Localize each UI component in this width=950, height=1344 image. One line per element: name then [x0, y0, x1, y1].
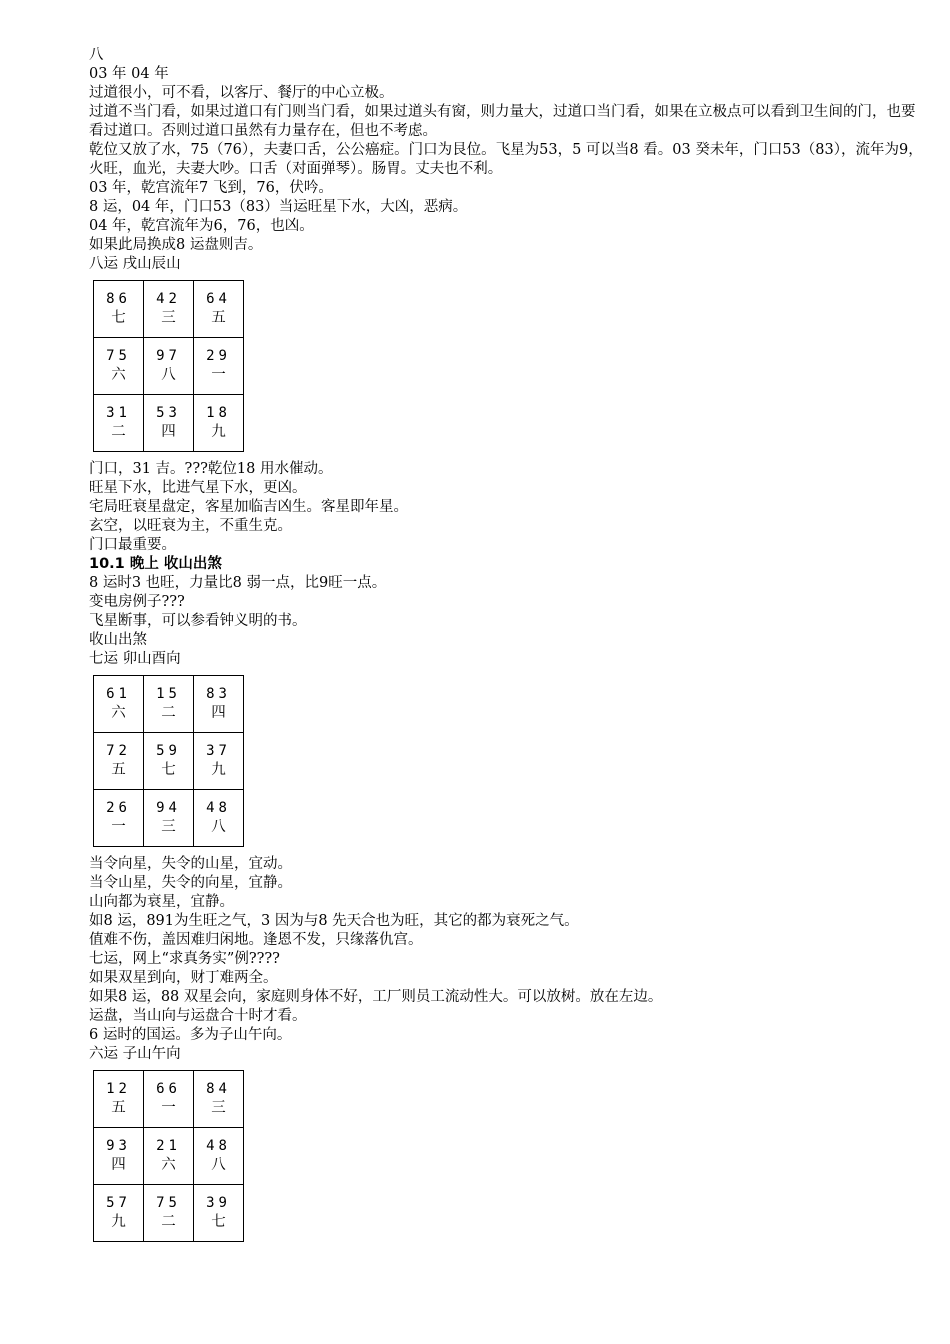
star-pair: 59 — [156, 743, 181, 759]
base-star: 九 — [111, 1214, 126, 1230]
text-line: 如果此局换成8 运盘则吉。 — [89, 237, 263, 253]
text-line: 山向都为衰星，宜静。 — [89, 894, 234, 910]
grid-cell — [194, 395, 244, 452]
star-pair: 26 — [106, 800, 131, 816]
grid-cell — [194, 733, 244, 790]
base-star: 五 — [211, 310, 226, 326]
star-pair: 66 — [156, 1081, 181, 1097]
text-line: 8 运，04 年，门口53（83）当运旺星下水，大凶，恶病。 — [89, 199, 468, 215]
grid-row — [94, 338, 244, 395]
grid-cell — [144, 1128, 194, 1185]
base-star: 七 — [211, 1214, 226, 1230]
base-star: 六 — [111, 705, 126, 721]
section-c — [89, 574, 929, 669]
grid-row — [94, 733, 244, 790]
text-line: 如果双星到向，财丁难两全。 — [89, 970, 278, 986]
base-star: 七 — [111, 310, 126, 326]
grid-cell — [94, 338, 144, 395]
grid-cell — [94, 1071, 144, 1128]
star-pair: 37 — [206, 743, 231, 759]
base-star: 六 — [111, 367, 126, 383]
grid-cell — [194, 1128, 244, 1185]
section-heading: 10.1 晚上 收山出煞 — [89, 556, 222, 572]
star-pair: 48 — [206, 800, 231, 816]
text-line: 玄空，以旺衰为主，不重生克。 — [89, 518, 292, 534]
grid-cell — [94, 395, 144, 452]
star-pair: 75 — [156, 1195, 181, 1211]
star-pair: 39 — [206, 1195, 231, 1211]
section-d — [89, 855, 929, 1064]
text-line: 当令向星，失令的山星，宜动。 — [89, 856, 292, 872]
base-star: 一 — [111, 819, 126, 835]
text-line: 门口，31 吉。???乾位18 用水催动。 — [89, 461, 333, 477]
grid-cell — [94, 281, 144, 338]
base-star: 四 — [211, 705, 226, 721]
grid-cell — [144, 395, 194, 452]
text-line: 飞星断事，可以参看钟义明的书。 — [89, 613, 307, 629]
grid-row — [94, 1071, 244, 1128]
grid-cell — [94, 790, 144, 847]
grid-cell — [194, 281, 244, 338]
star-pair: 97 — [156, 348, 181, 364]
section-a — [89, 46, 929, 274]
base-star: 四 — [161, 424, 176, 440]
star-pair: 53 — [156, 405, 181, 421]
grid-row — [94, 790, 244, 847]
flying-star-chart-1 — [93, 280, 244, 452]
grid-cell — [194, 1185, 244, 1242]
base-star: 八 — [211, 819, 226, 835]
grid-cell — [194, 1071, 244, 1128]
base-star: 二 — [161, 1214, 176, 1230]
grid-cell — [144, 1071, 194, 1128]
grid-cell — [194, 338, 244, 395]
text-line: 04 年，乾宫流年为6，76，也凶。 — [89, 218, 314, 234]
text-line: 门口最重要。 — [89, 537, 176, 553]
base-star: 四 — [111, 1157, 126, 1173]
grid-cell — [94, 1185, 144, 1242]
star-pair: 21 — [156, 1138, 181, 1154]
grid-cell — [194, 790, 244, 847]
base-star: 七 — [161, 762, 176, 778]
base-star: 三 — [161, 819, 176, 835]
base-star: 二 — [161, 705, 176, 721]
base-star: 一 — [211, 367, 226, 383]
base-star: 九 — [211, 762, 226, 778]
grid-cell — [144, 790, 194, 847]
grid-row — [94, 395, 244, 452]
text-line: 值难不伤，盖因难归闲地。逢恩不发，只缘落仇宫。 — [89, 932, 423, 948]
star-pair: 15 — [156, 686, 181, 702]
star-pair: 86 — [106, 291, 131, 307]
grid-cell — [144, 676, 194, 733]
text-line: 变电房例子??? — [89, 594, 185, 610]
text-line: 6 运时的国运。多为子山午向。 — [89, 1027, 292, 1043]
grid-cell — [194, 676, 244, 733]
text-line: 如8 运，891为生旺之气，3 因为与8 先天合也为旺，其它的都为衰死之气。 — [89, 913, 579, 929]
base-star: 二 — [111, 424, 126, 440]
base-star: 八 — [211, 1157, 226, 1173]
star-pair: 48 — [206, 1138, 231, 1154]
text-line: 过道很小，可不看，以客厅、餐厅的中心立极。 — [89, 85, 394, 101]
base-star: 三 — [211, 1100, 226, 1116]
grid-cell — [144, 733, 194, 790]
grid-cell — [94, 676, 144, 733]
base-star: 三 — [161, 310, 176, 326]
star-pair: 18 — [206, 405, 231, 421]
text-line: 收山出煞 — [89, 632, 147, 648]
star-pair: 83 — [206, 686, 231, 702]
star-pair: 64 — [206, 291, 231, 307]
grid-cell — [144, 338, 194, 395]
chart-caption: 六运 子山午向 — [89, 1046, 181, 1062]
base-star: 六 — [161, 1157, 176, 1173]
chart-caption: 七运 卯山酉向 — [89, 651, 181, 667]
text-paragraph: 乾位又放了水，75（76），夫妻口舌，公公癌症。门口为艮位。飞星为53，5 可以当8 看。03 癸未年，门口53（83），流年为9，火旺，血光，夫妻大吵。口舌（对面弹琴）。肠胃。丈夫也不利。 — [89, 142, 923, 177]
star-pair: 42 — [156, 291, 181, 307]
star-pair: 12 — [106, 1081, 131, 1097]
text-line: 03 年 04 年 — [89, 66, 169, 82]
star-pair: 94 — [156, 800, 181, 816]
star-pair: 31 — [106, 405, 131, 421]
flying-star-chart-3 — [93, 1070, 244, 1242]
document-page — [89, 46, 929, 1250]
text-line: 八 — [89, 47, 104, 63]
flying-star-chart-2 — [93, 675, 244, 847]
base-star: 五 — [111, 1100, 126, 1116]
base-star: 五 — [111, 762, 126, 778]
grid-cell — [94, 1128, 144, 1185]
star-pair: 84 — [206, 1081, 231, 1097]
grid-cell — [94, 733, 144, 790]
star-pair: 75 — [106, 348, 131, 364]
text-line: 03 年，乾宫流年7 飞到，76，伏吟。 — [89, 180, 333, 196]
text-line: 七运，网上“求真务实”例???? — [89, 951, 280, 967]
grid-cell — [144, 281, 194, 338]
text-paragraph: 过道不当门看，如果过道口有门则当门看，如果过道头有窗，则力量大，过道口当门看，如果在立极点可以看到卫生间的门，也要看过道口。否则过道口虽然有力量存在，但也不考虑。 — [89, 104, 916, 139]
star-pair: 72 — [106, 743, 131, 759]
grid-row — [94, 1128, 244, 1185]
text-line: 运盘，当山向与运盘合十时才看。 — [89, 1008, 307, 1024]
text-line: 如果8 运，88 双星会向，家庭则身体不好，工厂则员工流动性大。可以放树。放在左边。 — [89, 989, 663, 1005]
grid-row — [94, 676, 244, 733]
grid-cell — [144, 1185, 194, 1242]
base-star: 九 — [211, 424, 226, 440]
section-b — [89, 460, 929, 555]
chart-caption: 八运 戌山辰山 — [89, 256, 181, 272]
star-pair: 61 — [106, 686, 131, 702]
base-star: 一 — [161, 1100, 176, 1116]
grid-row — [94, 281, 244, 338]
star-pair: 93 — [106, 1138, 131, 1154]
base-star: 八 — [161, 367, 176, 383]
grid-row — [94, 1185, 244, 1242]
text-line: 旺星下水，比进气星下水，更凶。 — [89, 480, 307, 496]
star-pair: 29 — [206, 348, 231, 364]
text-line: 宅局旺衰星盘定，客星加临吉凶生。客星即年星。 — [89, 499, 408, 515]
text-line: 当令山星，失令的向星，宜静。 — [89, 875, 292, 891]
text-line: 8 运时3 也旺，力量比8 弱一点，比9旺一点。 — [89, 575, 387, 591]
star-pair: 57 — [106, 1195, 131, 1211]
